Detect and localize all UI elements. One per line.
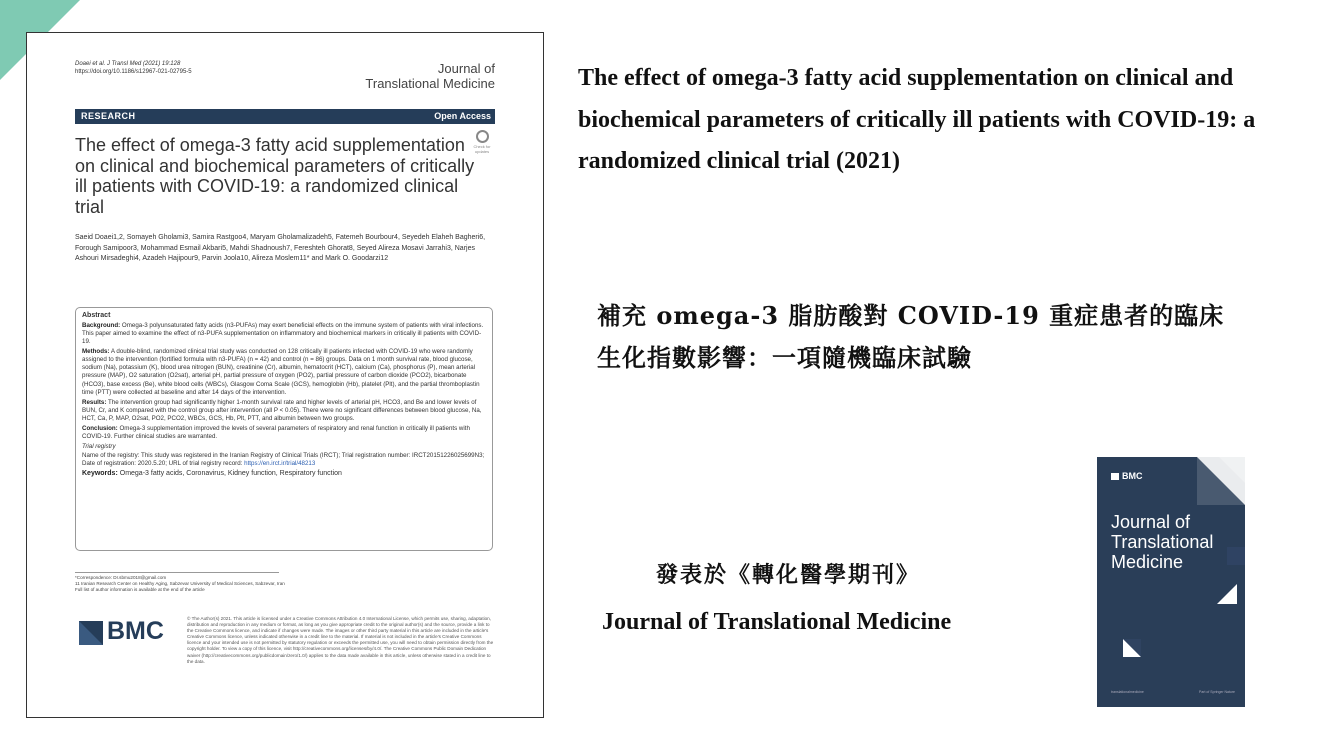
section-label: RESEARCH <box>81 111 136 121</box>
paper-first-page <box>26 32 544 718</box>
english-title: The effect of omega-3 fatty acid supplementation on clinical and biochemical parameters of critically ill patients with COVID-19: a randomized clinical trial (2021) <box>578 65 1256 174</box>
journal-name-line2: Translational Medicine <box>365 76 495 91</box>
cover-title <box>1111 512 1213 572</box>
background-text: Omega-3 polyunsaturated fatty acids (n3-PUFAs) may exert beneficial effects on the immune system of patients with viral infections. This paper aimed to examine the effect of n3-PUFA supplementation on inflammatory and biochemical markers in critically ill patients with COVID-19. <box>82 321 484 346</box>
abstract-methods <box>82 348 486 397</box>
crossmark-label: Check for updates <box>473 144 491 154</box>
section-bar <box>75 109 495 124</box>
methods-text: A double-blind, randomized clinical trial study was conducted on 128 critically ill patients infected with COVID-19 who were randomly assigned to the intervention (fortified formula with n3-PUFA) (n = 42) and control (n = 86) groups. Data on 1 month survival rate, blood glucose, sodium (Na), potassium (K), blood urea nitrogen (BUN), creatinine (Cr), albumin, hematocrit (HCT), calcium (Ca), phosphorus (P), mean arterial pressure (MAP), O2 saturation (O2sat), arterial pH, partial pressure of oxygen (PO2), partial pressure of carbon dioxide (PCO2), bicarbonate (HCO3), base excess (Be), white blood cells (WBCs), Glasgow Coma Scale (GCS), hemoglobin (Hb), platelet (Plt), and the partial thromboplastin time (PTT) were collected at baseline and after 14 days of the intervention. <box>82 347 480 396</box>
citation <box>75 60 192 76</box>
keywords-text: Omega-3 fatty acids, Coronavirus, Kidney function, Respiratory function <box>119 470 342 478</box>
cover-title-line3: Medicine <box>1111 552 1184 572</box>
published-in-chinese: 發表於《轉化醫學期刊》 <box>656 562 921 588</box>
cover-title-line1: Journal of <box>1111 512 1191 532</box>
trial-text: Name of the registry: This study was registered in the Iranian Registry of Clinical Trials (IRCT); Trial registration number: IRCT20151226025699N3; Date of registration: 2020.5.20; URL of trial registry record: <box>82 452 485 468</box>
cover-brand <box>1111 471 1143 481</box>
conclusion-text: Omega-3 supplementation improved the levels of several parameters of respiratory and renal function in critically ill patients with COVID-19. Further clinical studies are warranted. <box>82 424 470 440</box>
methods-label: Methods: <box>82 347 110 355</box>
abstract-keywords <box>82 470 486 478</box>
keywords-label: Keywords: <box>82 470 118 478</box>
results-text: The intervention group had significantly higher 1-month survival rate and higher levels of arterial pH, HCO3, and Be and lower levels of BUN, Cr, and K compared with the control group after intervention (all P < 0.05). There were no significant differences between blood glucose, Na, HCT, Ca, P, MAP, O2sat, PO2, PCO2, WBCs, GCS, Hb, Plt, PTT, and albumin between two groups. <box>82 398 482 422</box>
trial-url-link[interactable]: https://en.irct.ir/trial/48213 <box>244 460 316 468</box>
correspondence-footnote: *Correspondence: Dr.sbmu2018@gmail.com 11 Iranian Research Center on Healthy Aging, Sabzevar University of Medical Sciences, Sabzevar, Iran Full list of author information is available at the end of the article <box>75 575 285 592</box>
bmc-logo-text: BMC <box>107 617 164 645</box>
abstract-results <box>82 399 486 424</box>
abstract-background <box>82 322 486 347</box>
author-list: Saeid Doaei1,2, Somayeh Gholami3, Samira Rastgoo4, Maryam Gholamalizadeh5, Fatemeh Bourbour4, Seyedeh Elaheh Bagheri6, Forough Samipoor3, Mohammad Esmail Akbari5, Mahdi Shadnoush7, Fereshteh Ghorat8, Seyed Alireza Mosavi Jarrahi3, Narjes Ashouri Mirsadeghi4, Azadeh Hajipour9, Parvin Joola10, Alireza Moslem11* and Mark O. Goodarzi12 <box>75 234 486 262</box>
open-access-label: Open Access <box>434 111 491 121</box>
cover-triangles <box>1097 457 1245 707</box>
journal-name-line1: Journal of <box>437 61 495 76</box>
doi-line: https://doi.org/10.1186/s12967-021-02795-5 <box>75 69 192 75</box>
journal-cover <box>1097 457 1245 707</box>
abstract-conclusion <box>82 425 486 441</box>
bmc-logo-mark <box>79 621 103 645</box>
cover-title-line2: Translational <box>1111 532 1214 552</box>
cover-footer-left: translationalmedicine <box>1111 690 1144 694</box>
abstract-trial <box>82 452 486 468</box>
background-label: Background: <box>82 321 121 329</box>
abstract-box <box>75 307 493 551</box>
trial-registry-heading: Trial registry <box>82 442 116 450</box>
cover-footer-right: Part of Springer Nature <box>1199 690 1235 694</box>
chinese-title: 補充 omega-3 脂肪酸對 COVID-19 重症患者的臨床生化指數影響：一項隨機臨床試驗 <box>597 301 1225 372</box>
results-label: Results: <box>82 398 107 406</box>
abstract-heading: Abstract <box>82 312 111 319</box>
citation-line: Doaei et al. J Transl Med (2021) 19:128 <box>75 61 181 67</box>
published-journal-name: Journal of Translational Medicine <box>602 609 952 635</box>
cover-brand-text: BMC <box>1122 471 1143 481</box>
bmc-logo <box>79 619 179 647</box>
license-text: © The Author(s) 2021. This article is licensed under a Creative Commons Attribution 4.0 International License, which permits use, sharing, adaptation, distribution and reproduction in any medium or format, as long as you give appropriate credit to the original author(s) and the source, provide a link to the Creative Commons licence, and indicate if changes were made. The images or other third party material in this article are included in the article's Creative Commons licence, unless indicated otherwise in a credit line to the material. If material is not included in the article's Creative Commons licence and your intended use is not permitted by statutory regulation or exceeds the permitted use, you will need to obtain permission directly from the copyright holder. To view a copy of this licence, visit http://creativecommons.org/licenses/by/4.0/. The Creative Commons Public Domain Dedication waiver (http://creativecommons.org/publicdomain/zero/1.0/) applies to the data made available in this article, unless otherwise stated in a credit line to the data. <box>187 616 494 664</box>
paper-title: The effect of omega-3 fatty acid supplementation on clinical and biochemical parameters of critically ill patients with COVID-19: a randomized clinical trial <box>75 135 475 217</box>
footnote-divider <box>75 572 279 573</box>
journal-name <box>365 61 495 91</box>
conclusion-label: Conclusion: <box>82 424 118 432</box>
